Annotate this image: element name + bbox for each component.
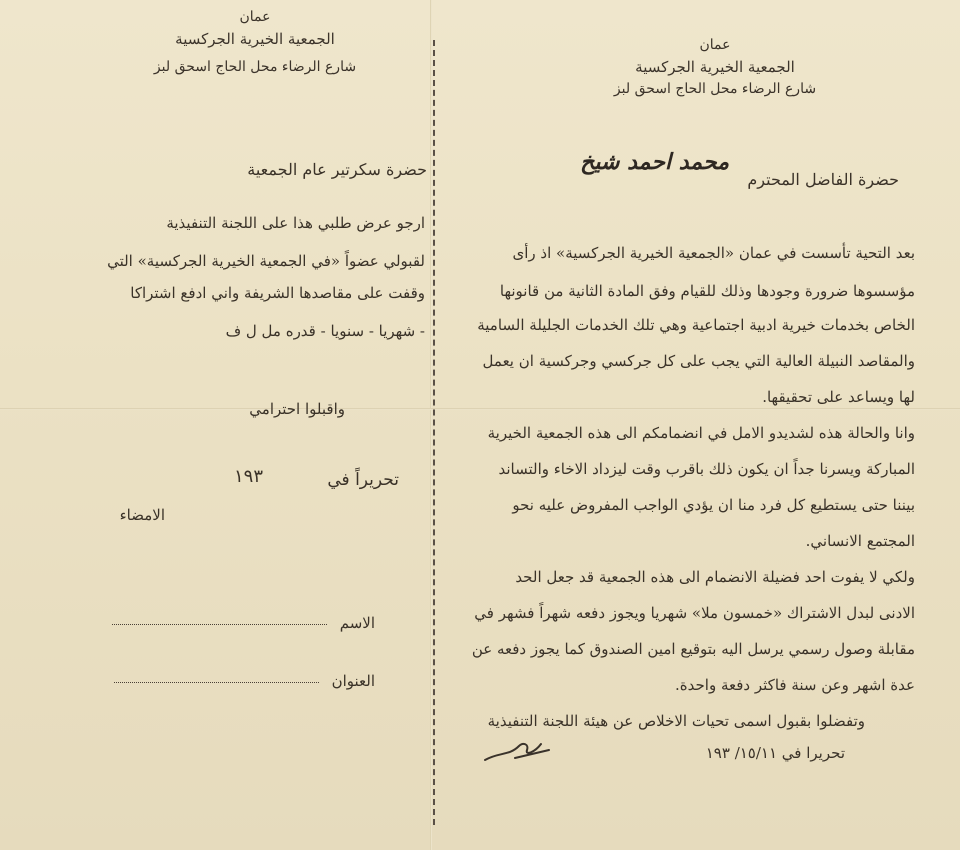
- left-body-line-2: لقبولي عضواً «في الجمعية الخيرية الجركسية» التي: [107, 252, 425, 270]
- right-org-name: الجمعية الخيرية الجركسية: [635, 58, 795, 76]
- right-body-line-12: مقابلة وصول رسمي يرسل اليه بتوقيع امين الصندوق كما يجوز دفعه عن: [471, 640, 915, 658]
- left-salutation-text: حضرة سكرتير عام الجمعية: [247, 160, 427, 179]
- left-dated-label: تحريراً في: [327, 470, 399, 490]
- right-body-line-4: والمقاصد النبيلة العالية التي يجب على كل جركسي وجركسية ان يعمل: [482, 352, 915, 370]
- right-body-line-2: مؤسسوها ضرورة وجودها وذلك للقيام وفق المادة الثانية من قانونها: [499, 282, 915, 300]
- right-city: عمان: [699, 37, 731, 53]
- vertical-fold: [430, 0, 432, 850]
- right-salutation: حضرة الفاضل المحترم: [747, 170, 899, 189]
- left-address-label: العنوان: [331, 672, 375, 690]
- left-name-field: [112, 614, 375, 632]
- left-body-line-3: وقفت على مقاصدها الشريفة واني ادفع اشتراكا: [130, 284, 425, 302]
- recipient-handwritten-name: محمد احمد شيخ: [580, 150, 729, 175]
- right-closing: وتفضلوا بقبول اسمى تحيات الاخلاص عن هيئة اللجنة التنفيذية: [487, 712, 865, 730]
- right-dated: تحريرا في ١٥/١١/ ١٩٣: [705, 744, 845, 762]
- left-header: [95, 6, 415, 78]
- right-body-line-11: الادنى لبدل الاشتراك «خمسون ملا» شهريا ويجوز دفعه شهراً فشهر في: [474, 604, 915, 622]
- handwritten-signature: [479, 730, 559, 770]
- left-salutation: [247, 160, 427, 179]
- right-header: [495, 34, 935, 100]
- left-signature-label: الامضاء: [119, 506, 165, 524]
- right-street: شارع الرضاء محل الحاج اسحق لبز: [613, 81, 817, 97]
- right-body-line-8: بيننا حتى يستطيع كل فرد منا ان يؤدي الواجب المفروض عليه نحو: [512, 496, 915, 514]
- right-body-line-10: ولكي لا يفوت احد فضيلة الانضمام الى هذه الجمعية قد جعل الحد: [515, 568, 915, 586]
- right-body-line-7: المباركة ويسرنا جداً ان يكون ذلك باقرب وقت ليزداد الاخاء والتساند: [498, 460, 915, 478]
- left-closing: واقبلوا احترامي: [249, 400, 345, 418]
- left-street: شارع الرضاء محل الحاج اسحق لبز: [153, 59, 357, 75]
- left-address-field: [114, 672, 375, 690]
- right-body-line-9: المجتمع الانساني.: [805, 532, 915, 550]
- left-name-label: الاسم: [339, 614, 375, 632]
- right-body-line-13: عدة اشهر وعن سنة فاكثر دفعة واحدة.: [675, 676, 915, 694]
- right-body-line-3: الخاص بخدمات خيرية ادبية اجتماعية وهي تلك الخدمات الجليلة السامية: [477, 316, 915, 334]
- horizontal-fold: [0, 408, 960, 410]
- name-blank-line: [112, 624, 327, 625]
- right-body-line-1: بعد التحية تأسست في عمان «الجمعية الخيرية الجركسية» اذ رأى: [512, 244, 915, 262]
- perforation-line: [433, 40, 435, 825]
- left-body-line-4: - شهريا - سنويا - قدره مل ل ف: [225, 322, 425, 340]
- left-year: ١٩٣: [233, 466, 263, 487]
- left-body-line-1: ارجو عرض طلبي هذا على اللجنة التنفيذية: [166, 214, 425, 232]
- left-org-name: الجمعية الخيرية الجركسية: [175, 30, 335, 48]
- address-blank-line: [114, 682, 319, 683]
- right-body-line-5: لها ويساعد على تحقيقها.: [762, 388, 915, 406]
- right-body-line-6: وانا والحالة هذه لشديدو الامل في انضمامكم الى هذه الجمعية الخيرية: [487, 424, 915, 442]
- left-city: عمان: [239, 9, 271, 25]
